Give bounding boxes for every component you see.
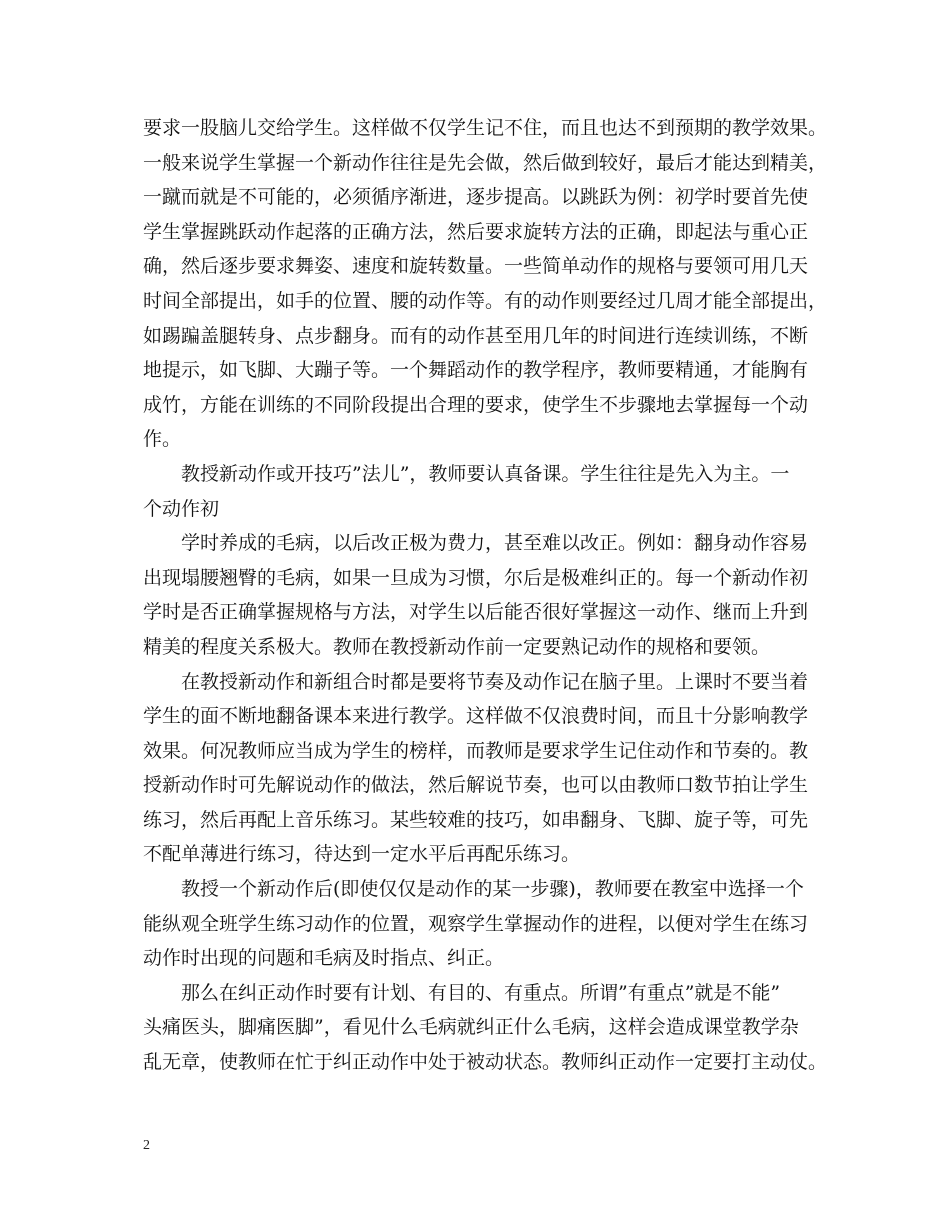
page-number: 2 <box>143 1138 150 1153</box>
paragraph-p2 <box>143 457 813 526</box>
text-line: 授新动作时可先解说动作的做法，然后解说节奏，也可以由教师口数节拍让学生 <box>143 774 809 797</box>
text-line: 一蹴而就是不可能的，必须循序渐进，逐步提高。以跳跃为例：初学时要首先使 <box>143 186 809 209</box>
text-line: 作。 <box>143 428 182 451</box>
text-line: 乱无章，使教师在忙于纠正动作中处于被动状态。教师纠正动作一定要打主动仗。 <box>143 1051 828 1074</box>
text-line: 不配单薄进行练习，待达到一定水平后再配乐练习。 <box>143 843 581 866</box>
text-line: 动作时出现的问题和毛病及时指点、纠正。 <box>143 947 505 970</box>
text-line: 学时是否正确掌握规格与方法，对学生以后能否很好掌握这一动作、继而上升到 <box>143 601 809 624</box>
text-line: 出现塌腰翘臀的毛病，如果一旦成为习惯，尔后是极难纠正的。每一个新动作初 <box>143 566 809 589</box>
text-line: 那么在纠正动作时要有计划、有目的、有重点。所谓”有重点”就是不能” <box>143 981 781 1004</box>
text-line: 成竹，方能在训练的不同阶段提出合理的要求，使学生不步骤地去掌握每一个动 <box>143 393 809 416</box>
text-line: 能纵观全班学生练习动作的位置，观察学生掌握动作的进程，以便对学生在练习 <box>143 912 809 935</box>
text-line: 确，然后逐步要求舞姿、速度和旋转数量。一些简单动作的规格与要领可用几天 <box>143 255 809 278</box>
text-line: 学时养成的毛病，以后改正极为费力，甚至难以改正。例如：翻身动作容易 <box>143 532 809 555</box>
text-line: 学生掌握跳跃动作起落的正确方法，然后要求旋转方法的正确，即起法与重心正 <box>143 220 809 243</box>
text-line: 头痛医头，脚痛医脚”，看见什么毛病就纠正什么毛病，这样会造成课堂教学杂 <box>143 1016 799 1039</box>
text-line: 教授一个新动作后(即使仅仅是动作的某一步骤)，教师要在教室中选择一个 <box>143 878 804 901</box>
paragraph-p1 <box>143 111 828 457</box>
text-line: 如踢蹁盖腿转身、点步翻身。而有的动作甚至用几年的时间进行连续训练，不断 <box>143 324 809 347</box>
paragraph-p3 <box>143 526 813 664</box>
text-line: 地提示，如飞脚、大蹦子等。一个舞蹈动作的教学程序，教师要精通，才能胸有 <box>143 359 809 382</box>
text-line: 个动作初 <box>143 497 220 520</box>
text-line: 精美的程度关系极大。教师在教授新动作前一定要熟记动作的规格和要领。 <box>143 635 771 658</box>
text-line: 效果。何况教师应当成为学生的榜样，而教师是要求学生记住动作和节奏的。教 <box>143 739 809 762</box>
text-line: 在教授新动作和新组合时都是要将节奏及动作记在脑子里。上课时不要当着 <box>143 670 809 693</box>
text-line: 学生的面不断地翻备课本来进行教学。这样做不仅浪费时间，而且十分影响教学 <box>143 705 809 728</box>
text-line: 时间全部提出，如手的位置、腰的动作等。有的动作则要经过几周才能全部提出， <box>143 289 828 312</box>
paragraph-p6 <box>143 976 828 1080</box>
paragraph-p4 <box>143 665 813 873</box>
text-line: 教授新动作或开技巧”法儿”，教师要认真备课。学生往往是先入为主。一 <box>143 462 790 485</box>
text-line: 一般来说学生掌握一个新动作往往是先会做，然后做到较好，最后才能达到精美， <box>143 151 828 174</box>
paragraph-p5 <box>143 872 813 976</box>
document-body <box>143 111 828 1080</box>
text-line: 练习，然后再配上音乐练习。某些较难的技巧，如串翻身、飞脚、旋子等，可先 <box>143 808 809 831</box>
text-line: 要求一股脑儿交给学生。这样做不仅学生记不住，而且也达不到预期的教学效果。 <box>143 117 828 139</box>
